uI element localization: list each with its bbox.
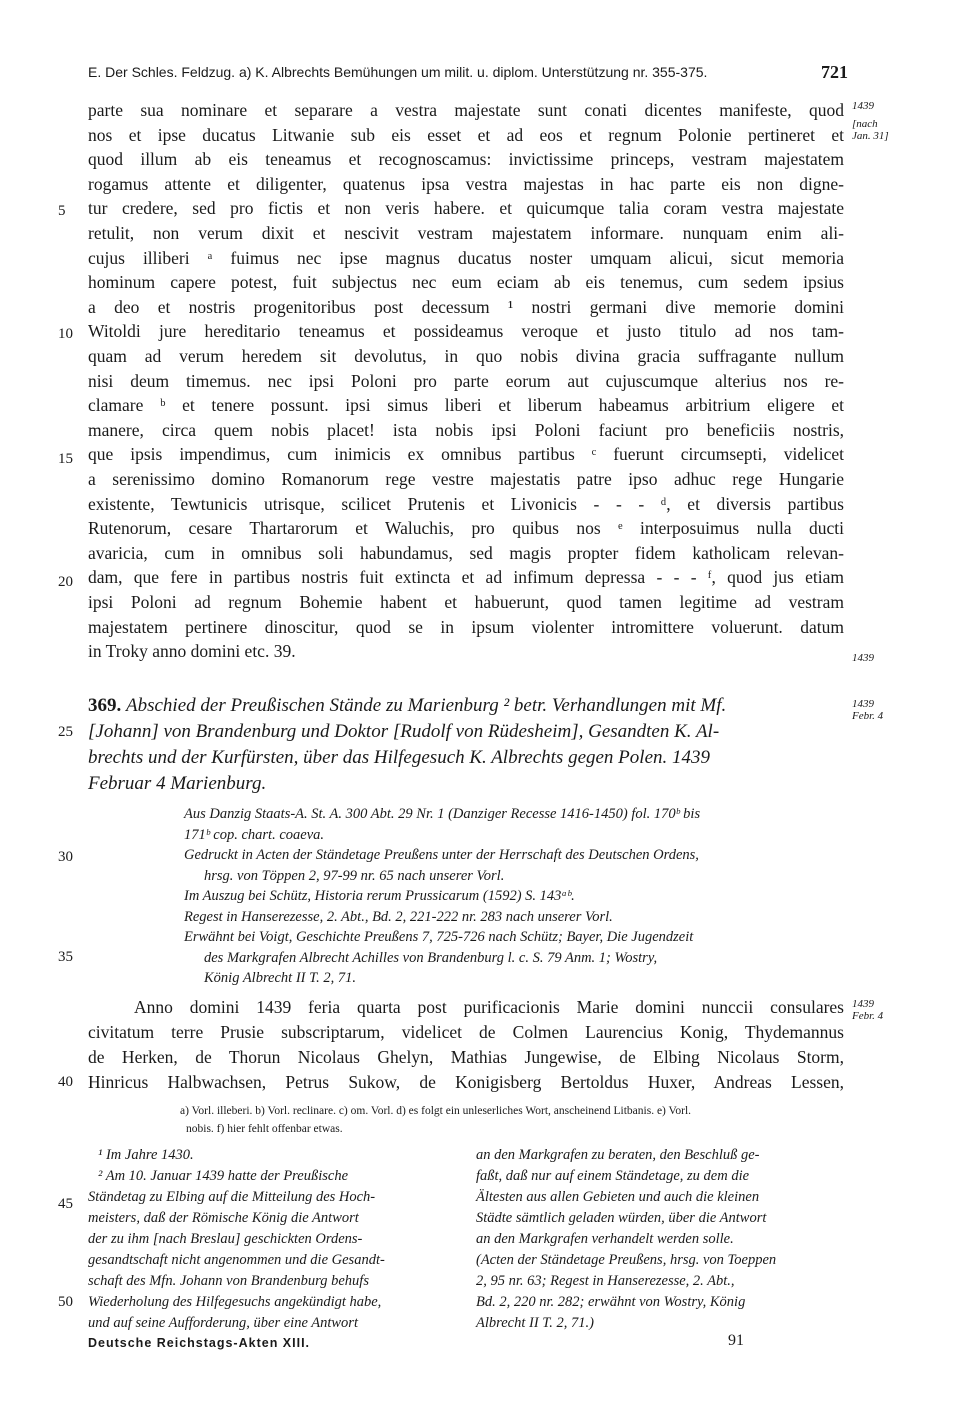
footnote-line: meisters, daß der Römische König die Antwort — [88, 1210, 359, 1226]
footnote-line: Städte sämtlich geladen würden, über die Antwort — [476, 1210, 767, 1226]
variant-notes — [180, 1102, 844, 1138]
footnote-line: an den Markgrafen zu beraten, den Beschluß ge- — [476, 1147, 760, 1163]
line-number: 30 — [58, 849, 73, 865]
doc-title-line-4: Februar 4 Marienburg. — [88, 773, 267, 794]
series-footer: Deutsche Reichstags-Akten XIII. — [88, 1336, 311, 1350]
doc-text-line: Hinricus Halbwachsen, Petrus Sukow, de Konigisberg Bertoldus Huxer, Andreas Lessen, — [88, 1072, 844, 1092]
margin-year: 1439 — [852, 998, 874, 1010]
body-line: ipsi Poloni ad regnum Bohemie habent et habuerunt, quod tamen legitime ad vestram — [88, 592, 844, 612]
body-line: nisi deum timemus. nec ipsi Poloni pro parte eorum aut cujuscumque alterius nos re- — [88, 370, 844, 391]
sheet-number: 91 — [728, 1332, 744, 1349]
source-note — [184, 804, 844, 989]
footnote-line: ¹ Im Jahre 1430. — [98, 1147, 194, 1163]
body-line: avaricia, cum in omnibus soli habundamus, sed magis propter fidem katholicam relevan- — [88, 542, 844, 563]
margin-date-end: 1439 — [852, 652, 874, 664]
footnote-line: Wiederholung des Hilfegesuchs angekündigt habe, — [88, 1294, 382, 1310]
variant-note-line: nobis. f) hier fehlt offenbar etwas. — [186, 1123, 343, 1135]
body-line: in Troky anno domini etc. 39. — [88, 641, 296, 662]
margin-nach: [nach — [852, 118, 878, 130]
margin-year: 1439 — [852, 698, 874, 710]
running-title: E. Der Schles. Feldzug. a) K. Albrechts Bemühungen um milit. u. diplom. Unterstützung nr. 355-375. — [88, 64, 708, 80]
margin-date: Febr. 4 — [852, 1010, 884, 1022]
footnote-line: Bd. 2, 220 nr. 282; erwähnt von Wostry, König — [476, 1294, 746, 1310]
source-line: hrsg. von Töppen 2, 97-99 nr. 65 nach unserer Vorl. — [204, 867, 505, 884]
margin-date-top — [852, 100, 889, 142]
source-line: 171ᵇ cop. chart. coaeva. — [184, 826, 325, 843]
line-number: 40 — [58, 1074, 73, 1090]
doc-title-text: Abschied der Preußischen Stände zu Marienburg ² betr. Verhandlungen mit Mf. — [126, 695, 727, 716]
margin-date-text369 — [852, 998, 883, 1022]
source-line: Aus Danzig Staats-A. St. A. 300 Abt. 29 Nr. 1 (Danziger Recesse 1416-1450) fol. 170ᵇ bis — [184, 806, 701, 822]
footnote-line: ² Am 10. Januar 1439 hatte der Preußische — [98, 1168, 349, 1184]
body-line: existente, Tewtunicis utrisque, scilicet Prutenis et Livonicis - - - ᵈ, et diversis partibus — [88, 493, 844, 514]
doc-title-line-2: [Johann] von Brandenburg und Doktor [Rudolf von Rüdesheim], Gesandten K. Al- — [88, 721, 720, 742]
body-line: que ipsis impendimus, cum inimicis ex omnibus partibus ᶜ fuerunt circumsepti, videlicet — [88, 444, 844, 465]
footnote-line: schaft des Mfn. Johann von Brandenburg behufs — [88, 1273, 369, 1289]
footnote-line: faßt, daß nur auf einem Ständetage, zu dem die — [476, 1168, 750, 1184]
line-number: 50 — [58, 1294, 73, 1310]
doc-text-line: civitatum terre Prusie subscriptarum, videlicet de Colmen Laurencius Konig, Thydemannus — [88, 1022, 844, 1042]
footnote-line: 2, 95 nr. 63; Regest in Hanserezesse, 2. Abt., — [476, 1273, 735, 1289]
footnote-line: gesandtschaft nicht angenommen und die Gesandt- — [88, 1252, 385, 1268]
doc-text-line: Anno domini 1439 feria quarta post purificacionis Marie domini nunccii consulares — [134, 997, 844, 1017]
body-line: quam ad verum heredem sit devolutus, in quo nobis divina gracia suffragante nullum — [88, 346, 844, 366]
footnote-line: Ältesten aus allen Gebieten und auch die kleinen — [476, 1189, 760, 1205]
body-line: Witoldi jure hereditario teneamus et possideamus veroque et justo titulo ad nos tam- — [88, 321, 844, 342]
source-line: Erwähnt bei Voigt, Geschichte Preußens 7, 725-726 nach Schütz; Bayer, Die Jugendzeit — [184, 929, 694, 945]
source-line: Regest in Hanserezesse, 2. Abt., Bd. 2, 221-222 nr. 283 nach unserer Vorl. — [184, 908, 613, 925]
line-number: 25 — [58, 724, 73, 740]
source-line: Gedruckt in Acten der Ständetage Preußens unter der Herrschaft des Deutschen Ordens, — [184, 847, 699, 863]
doc-number: 369. — [88, 695, 122, 716]
body-line: rogamus attente et diligenter, quatenus ipsa vestra majestas in hac parte eis non digne- — [88, 173, 844, 194]
footnote-line: Ständetag zu Elbing auf die Mitteilung des Hoch- — [88, 1189, 376, 1205]
footnote-line: Albrecht II T. 2, 71.) — [476, 1315, 594, 1331]
doc-title-line-3: brechts und der Kurfürsten, über das Hilfegesuch K. Albrechts gegen Polen. 1439 — [88, 747, 710, 768]
doc-text-line: de Herken, de Thorun Nicolaus Ghelyn, Mathias Jungewise, de Elbing Nicolaus Storm, — [88, 1047, 844, 1067]
margin-date: Jan. 31] — [852, 130, 889, 142]
body-line: quod illum ab eis teneamus et recognoscamus: invictissime princeps, vestram majestatem — [88, 149, 844, 170]
doc-title-line-1 — [88, 694, 844, 718]
body-line: nos et ipse ducatus Litwanie sub eis esset et ad eos et regnum Polonie pertineret et — [88, 124, 844, 145]
line-number: 10 — [58, 326, 73, 342]
footnote-line: der zu ihm [nach Breslau] geschickten Ordens- — [88, 1231, 363, 1247]
body-line: manere, circa quem nobis placet! ista nobis ipsi Poloni faciunt pro beneficiis nostris, — [88, 419, 844, 440]
source-line: Im Auszug bei Schütz, Historia rerum Prussicarum (1592) S. 143ᵃᵇ. — [184, 888, 575, 904]
margin-date: Febr. 4 — [852, 710, 884, 722]
body-line: tur credere, sed pro fictis et non veris habere. et quicumque talia coram vestra majestate — [88, 198, 844, 219]
body-line: majestatem pertinere dinoscitur, quod se in ipsum violenter intromittere voluerunt. datum — [88, 616, 844, 637]
line-number: 35 — [58, 949, 73, 965]
page-number: 721 — [821, 62, 848, 82]
running-header — [88, 64, 848, 80]
body-line: dam, que fere in partibus nostris fuit extincta et ad infimum depressa - - - ᶠ, quod jus etiam — [88, 567, 844, 588]
body-line: clamare ᵇ et tenere possunt. ipsi simus liberi et liberum habeamus arbitrium eligere et — [88, 395, 844, 416]
line-number: 5 — [58, 203, 66, 219]
line-number: 45 — [58, 1196, 73, 1212]
body-line: hominum capere potest, fuit subjectus nec eum eciam ab eis tenemus, cum sedem ipsius — [88, 272, 844, 293]
source-line: des Markgrafen Albrecht Achilles von Brandenburg l. c. S. 79 Anm. 1; Wostry, — [204, 949, 658, 966]
body-line: a deo et nostris progenitoribus post decessum ¹ nostri germani dive memorie domini — [88, 296, 844, 317]
footnote-line: an den Markgrafen verhandelt werden solle. — [476, 1231, 734, 1247]
footnotes-left — [88, 1145, 460, 1334]
body-line: Rutenorum, cesare Thartarorum et Waluchis, pro quibus nos ᵉ interposuimus nulla ducti — [88, 518, 844, 539]
body-line: parte sua nominare et separare a vestra majestate sunt conati dicentes manifeste, quod — [88, 100, 844, 120]
body-line: cujus illiberi ᵃ fuimus nec ipse magnus ducatus noster umquam alicui, sicut memoria — [88, 247, 844, 268]
footnote-line: und auf seine Aufforderung, über eine Antwort — [88, 1315, 358, 1331]
margin-date-doc369 — [852, 698, 883, 722]
variant-note-line: a) Vorl. illeberi. b) Vorl. reclinare. c) om. Vorl. d) es folgt ein unleserliches Wort, anscheinend Litbanis. e) Vorl. — [180, 1105, 692, 1117]
source-line: König Albrecht II T. 2, 71. — [204, 970, 356, 986]
margin-year: 1439 — [852, 100, 874, 112]
footnotes-right — [476, 1145, 848, 1334]
footnote-line: (Acten der Ständetage Preußens, hrsg. von Toeppen — [476, 1252, 777, 1268]
line-number: 15 — [58, 451, 73, 467]
body-line: a serenissimo domino Romanorum rege vestre majestatis patre ipso adhuc rege Hungarie — [88, 469, 844, 489]
body-line: retulit, non verum dixit et nescivit vestram majestatem informare. nunquam enim ali- — [88, 223, 844, 243]
line-number: 20 — [58, 574, 73, 590]
